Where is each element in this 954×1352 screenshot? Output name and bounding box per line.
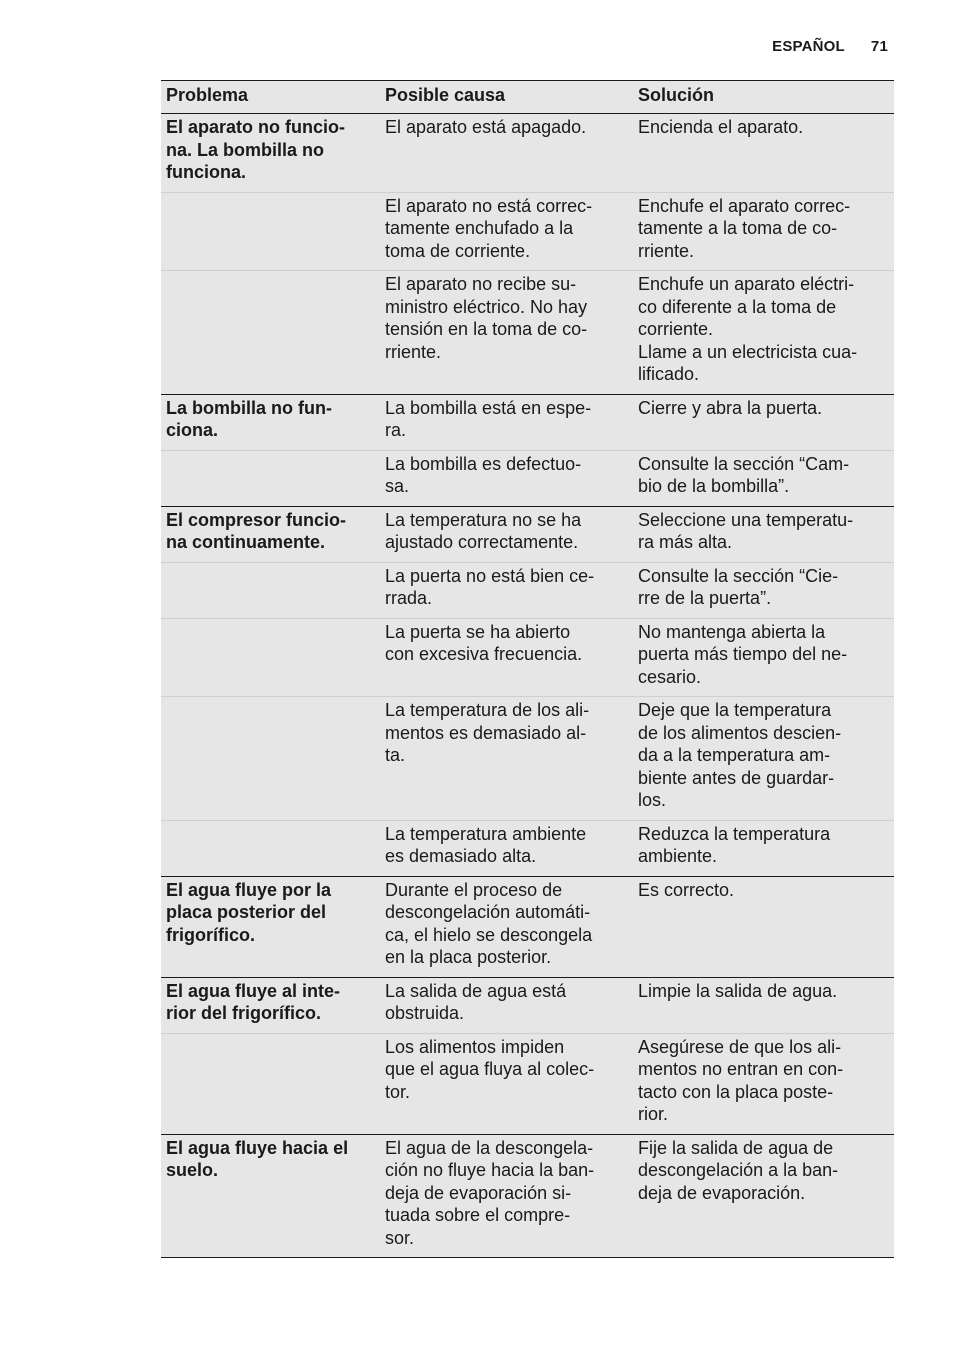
cause-cell-line: La puerta no está bien ce- [385, 565, 595, 586]
problem-cell-line: El agua fluye hacia el [166, 1137, 349, 1158]
cause-cell [380, 192, 633, 271]
table-row [161, 394, 894, 450]
problem-cell [161, 876, 380, 977]
solution-cell-line: Consulte la sección “Cam- [638, 453, 850, 474]
solution-cell [633, 876, 894, 977]
cause-cell [380, 697, 633, 821]
solution-cell-line: co diferente a la toma de [638, 296, 837, 317]
problem-cell-line: rior del frigorífico. [166, 1003, 322, 1023]
problem-cell-line: na. La bombilla no [166, 139, 325, 160]
problem-cell-line: funciona. [166, 162, 246, 182]
cause-cell-line: ra. [385, 420, 407, 440]
cause-cell-line: rriente. [385, 341, 442, 362]
problem-cell-line: El compresor funcio- [166, 509, 347, 530]
solution-cell-line: rior. [638, 1104, 669, 1124]
solution-cell-line: descongelación a la ban- [638, 1160, 839, 1180]
cause-cell-line: tuada sobre el compre- [385, 1205, 571, 1225]
cause-cell-line: La bombilla es defectuo- [385, 453, 582, 474]
solution-cell [633, 1134, 894, 1258]
cause-cell [380, 506, 633, 562]
solution-cell-line: tamente a la toma de co- [638, 218, 838, 238]
cause-cell-line: La puerta se ha abierto [385, 621, 571, 642]
cause-cell-line: ministro eléctrico. No hay [385, 296, 588, 317]
solution-cell-line: cesario. [638, 666, 702, 687]
problem-cell-line: suelo. [166, 1160, 219, 1180]
cause-cell-line: que el agua fluya al colec- [385, 1059, 595, 1079]
cause-cell-line: La temperatura no se ha [385, 509, 582, 530]
solution-cell-line: Seleccione una temperatu- [638, 509, 854, 530]
table-row [161, 977, 894, 1033]
solution-cell [633, 450, 894, 506]
problem-cell [161, 697, 380, 821]
cause-cell [380, 820, 633, 876]
cause-cell-line: obstruida. [385, 1003, 465, 1023]
cause-cell-line: El aparato no está correc- [385, 195, 593, 216]
table-row [161, 1134, 894, 1258]
cause-cell-line: La temperatura de los ali- [385, 700, 590, 720]
cause-cell-line: deja de evaporación si- [385, 1182, 572, 1203]
solution-cell [633, 618, 894, 697]
solution-cell-line: puerta más tiempo del ne- [638, 644, 848, 664]
cause-cell-line: La temperatura ambiente [385, 823, 587, 844]
cause-cell-line: tamente enchufado a la [385, 218, 574, 238]
cause-cell-line: toma de corriente. [385, 240, 531, 261]
solution-cell [633, 192, 894, 271]
problem-cell-line: El aparato no funcio- [166, 117, 346, 137]
solution-cell [633, 977, 894, 1033]
solution-cell-line: los. [638, 790, 667, 810]
solution-cell-line: ambiente. [638, 846, 718, 866]
table-row [161, 506, 894, 562]
problem-cell [161, 562, 380, 618]
cause-cell-line: tor. [385, 1081, 411, 1102]
solution-cell-line: tacto con la placa poste- [638, 1081, 834, 1102]
solution-cell [633, 271, 894, 395]
problem-cell-line: ciona. [166, 420, 219, 440]
table-row [161, 820, 894, 876]
page-number: 71 [870, 38, 888, 55]
solution-cell [633, 697, 894, 821]
solution-cell-line: lificado. [638, 364, 700, 384]
solution-cell-line: ra más alta. [638, 532, 733, 552]
cause-cell-line: descongelación automáti- [385, 902, 591, 922]
page-header [772, 38, 888, 55]
table-row [161, 697, 894, 821]
table-row [161, 562, 894, 618]
cause-cell-line: ción no fluye hacia la ban- [385, 1160, 595, 1180]
cause-cell-line: ca, el hielo se descongela [385, 924, 593, 945]
problem-cell-line: El agua fluye por la [166, 879, 332, 900]
cause-cell [380, 1033, 633, 1134]
problem-cell-line: frigorífico. [166, 924, 255, 945]
column-header-solution: Solución [633, 81, 894, 114]
solution-cell-line: Enchufe el aparato correc- [638, 195, 851, 216]
cause-cell [380, 394, 633, 450]
cause-cell [380, 1134, 633, 1258]
solution-cell [633, 394, 894, 450]
cause-cell-line: sa. [385, 476, 410, 496]
solution-cell-line: bio de la bombilla”. [638, 476, 790, 496]
table-row [161, 114, 894, 193]
troubleshooting-table [161, 80, 894, 1258]
cause-cell-line: El aparato no recibe su- [385, 274, 577, 294]
cause-cell-line: tensión en la toma de co- [385, 319, 588, 339]
cause-cell-line: El agua de la descongela- [385, 1137, 594, 1158]
section-label: ESPAÑOL [772, 38, 845, 55]
solution-cell-line: Enchufe un aparato eléctri- [638, 274, 855, 294]
solution-cell-line: corriente. [638, 319, 714, 339]
solution-cell-line: da a la temperatura am- [638, 745, 831, 765]
problem-cell [161, 1134, 380, 1258]
solution-cell-line: Asegúrese de que los ali- [638, 1036, 842, 1057]
problem-cell [161, 977, 380, 1033]
cause-cell-line: El aparato está apagado. [385, 117, 587, 137]
solution-cell-line: Consulte la sección “Cie- [638, 565, 839, 586]
cause-cell-line: Durante el proceso de [385, 879, 563, 900]
cause-cell [380, 562, 633, 618]
cause-cell [380, 977, 633, 1033]
cause-cell-line: ajustado correctamente. [385, 532, 579, 552]
problem-cell [161, 450, 380, 506]
solution-cell-line: Deje que la temperatura [638, 700, 832, 720]
cause-cell [380, 876, 633, 977]
solution-cell-line: deja de evaporación. [638, 1182, 806, 1203]
table-header-row [161, 81, 894, 114]
cause-cell-line: en la placa posterior. [385, 947, 552, 967]
solution-cell [633, 506, 894, 562]
cause-cell [380, 114, 633, 193]
solution-cell-line: Fije la salida de agua de [638, 1137, 834, 1158]
problem-cell-line: El agua fluye al inte- [166, 980, 341, 1001]
solution-cell-line: biente antes de guardar- [638, 767, 835, 788]
solution-cell [633, 820, 894, 876]
cause-cell-line: es demasiado alta. [385, 846, 537, 866]
problem-cell [161, 1033, 380, 1134]
cause-cell-line: La salida de agua está [385, 980, 567, 1001]
table-row [161, 450, 894, 506]
solution-cell-line: Llame a un electricista cua- [638, 341, 858, 362]
cause-cell-line: Los alimentos impiden [385, 1036, 565, 1057]
table-row [161, 1033, 894, 1134]
column-header-cause: Posible causa [380, 81, 633, 114]
solution-cell [633, 1033, 894, 1134]
column-header-problem: Problema [161, 81, 380, 114]
problem-cell-line: La bombilla no fun- [166, 397, 332, 418]
cause-cell-line: mentos es demasiado al- [385, 722, 587, 743]
solution-cell-line: Encienda el aparato. [638, 117, 804, 137]
solution-cell-line: Limpie la salida de agua. [638, 980, 838, 1001]
cause-cell-line: con excesiva frecuencia. [385, 644, 583, 664]
problem-cell [161, 394, 380, 450]
solution-cell [633, 562, 894, 618]
problem-cell-line: na continuamente. [166, 532, 326, 552]
table-row [161, 876, 894, 977]
table-row [161, 618, 894, 697]
table-row [161, 192, 894, 271]
cause-cell-line: ta. [385, 745, 406, 765]
table-body [161, 114, 894, 1258]
problem-cell [161, 114, 380, 193]
cause-cell [380, 618, 633, 697]
solution-cell-line: Reduzca la temperatura [638, 823, 831, 844]
solution-cell [633, 114, 894, 193]
cause-cell [380, 271, 633, 395]
cause-cell-line: sor. [385, 1227, 415, 1248]
problem-cell [161, 506, 380, 562]
solution-cell-line: Es correcto. [638, 879, 735, 900]
problem-cell [161, 820, 380, 876]
problem-cell [161, 192, 380, 271]
cause-cell-line: rrada. [385, 588, 433, 608]
solution-cell-line: No mantenga abierta la [638, 621, 826, 642]
table-row [161, 271, 894, 395]
problem-cell-line: placa posterior del [166, 902, 327, 922]
solution-cell-line: Cierre y abra la puerta. [638, 397, 823, 418]
solution-cell-line: mentos no entran en con- [638, 1059, 844, 1079]
cause-cell-line: La bombilla está en espe- [385, 397, 592, 418]
solution-cell-line: rriente. [638, 240, 695, 261]
solution-cell-line: rre de la puerta”. [638, 588, 772, 608]
problem-cell [161, 618, 380, 697]
solution-cell-line: de los alimentos descien- [638, 722, 842, 743]
problem-cell [161, 271, 380, 395]
cause-cell [380, 450, 633, 506]
